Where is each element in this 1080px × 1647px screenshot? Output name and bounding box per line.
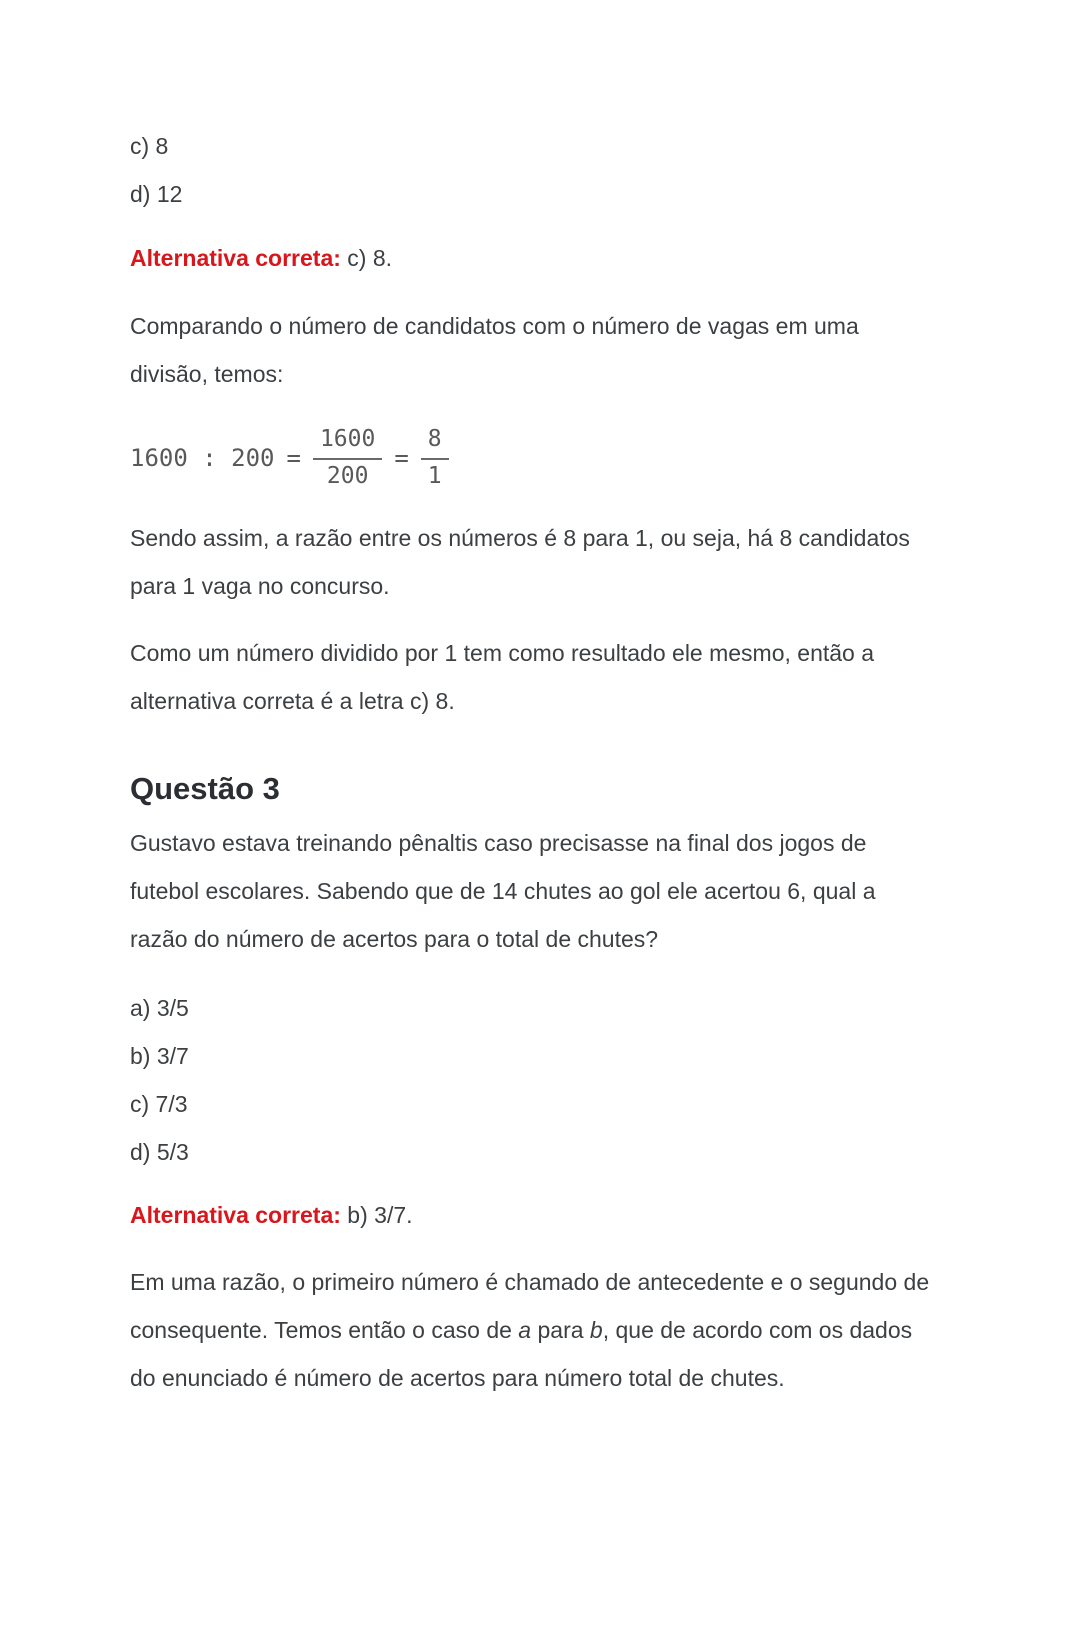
paragraph-line: Gustavo estava treinando pênaltis caso precisasse na final dos jogos de: [130, 830, 867, 856]
paragraph-line: Sendo assim, a razão entre os números é 8 para 1, ou seja, há 8 candidatos: [130, 525, 910, 551]
q2-correct-answer-value: c) 8.: [340, 245, 393, 271]
q3-statement: [130, 819, 1040, 963]
paragraph-line: Como um número dividido por 1 tem como resultado ele mesmo, então a: [130, 640, 875, 666]
formula-equals-sign: =: [394, 444, 409, 472]
fraction-denominator: 1: [427, 462, 442, 489]
fraction-denominator: 200: [326, 462, 369, 489]
q2-option-c: c) 8: [130, 133, 169, 159]
q3-correct-answer-label: Alternativa correta:: [130, 1202, 341, 1228]
q2-option-d: d) 12: [130, 181, 183, 207]
italic-variable-a: a: [518, 1317, 532, 1343]
text-segment: para: [531, 1317, 590, 1343]
q3-options: [130, 984, 1040, 1176]
text-segment: consequente. Temos então o caso de: [130, 1317, 519, 1343]
fraction-numerator: 8: [421, 427, 449, 459]
q2-explanation-paragraph-3: [130, 629, 1040, 725]
q3-option-c: c) 7/3: [130, 1091, 188, 1117]
math-formula: [130, 420, 1040, 496]
q3-correct-answer-value: b) 3/7.: [340, 1202, 413, 1228]
q3-option-a: a) 3/5: [130, 995, 189, 1021]
paragraph-line: do enunciado é número de acertos para número total de chutes.: [130, 1365, 785, 1391]
paragraph-line: Em uma razão, o primeiro número é chamado de antecedente e o segundo de: [130, 1269, 930, 1295]
italic-variable-b: b: [589, 1317, 603, 1343]
paragraph-line: divisão, temos:: [130, 361, 284, 387]
q2-explanation-paragraph-2: [130, 514, 1040, 610]
q3-explanation-paragraph: [130, 1258, 1040, 1402]
paragraph-line: razão do número de acertos para o total de chutes?: [130, 926, 659, 952]
q2-correct-answer: [130, 234, 1040, 282]
formula-fraction-1: [313, 427, 382, 489]
paragraph-line: [130, 1306, 1040, 1354]
q3-option-d: d) 5/3: [130, 1139, 189, 1165]
q3-option-b: b) 3/7: [130, 1043, 189, 1069]
q2-options: [130, 122, 1040, 218]
text-segment: , que de acordo com os dados: [602, 1317, 913, 1343]
paragraph-line: para 1 vaga no concurso.: [130, 573, 390, 599]
question-3-heading: Questão 3: [130, 771, 280, 806]
formula-fraction-2: [421, 427, 449, 489]
paragraph-line: futebol escolares. Sabendo que de 14 chutes ao gol ele acertou 6, qual a: [130, 878, 876, 904]
paragraph-line: alternativa correta é a letra c) 8.: [130, 688, 455, 714]
q2-correct-answer-label: Alternativa correta:: [130, 245, 341, 271]
q2-explanation-paragraph-1: [130, 302, 1040, 398]
formula-lhs: 1600 : 200: [130, 444, 275, 472]
formula-equals-sign: =: [286, 444, 301, 472]
article-page: [0, 122, 1080, 1402]
paragraph-line: Comparando o número de candidatos com o número de vagas em uma: [130, 313, 859, 339]
fraction-numerator: 1600: [313, 427, 382, 459]
q3-correct-answer: [130, 1191, 1040, 1239]
